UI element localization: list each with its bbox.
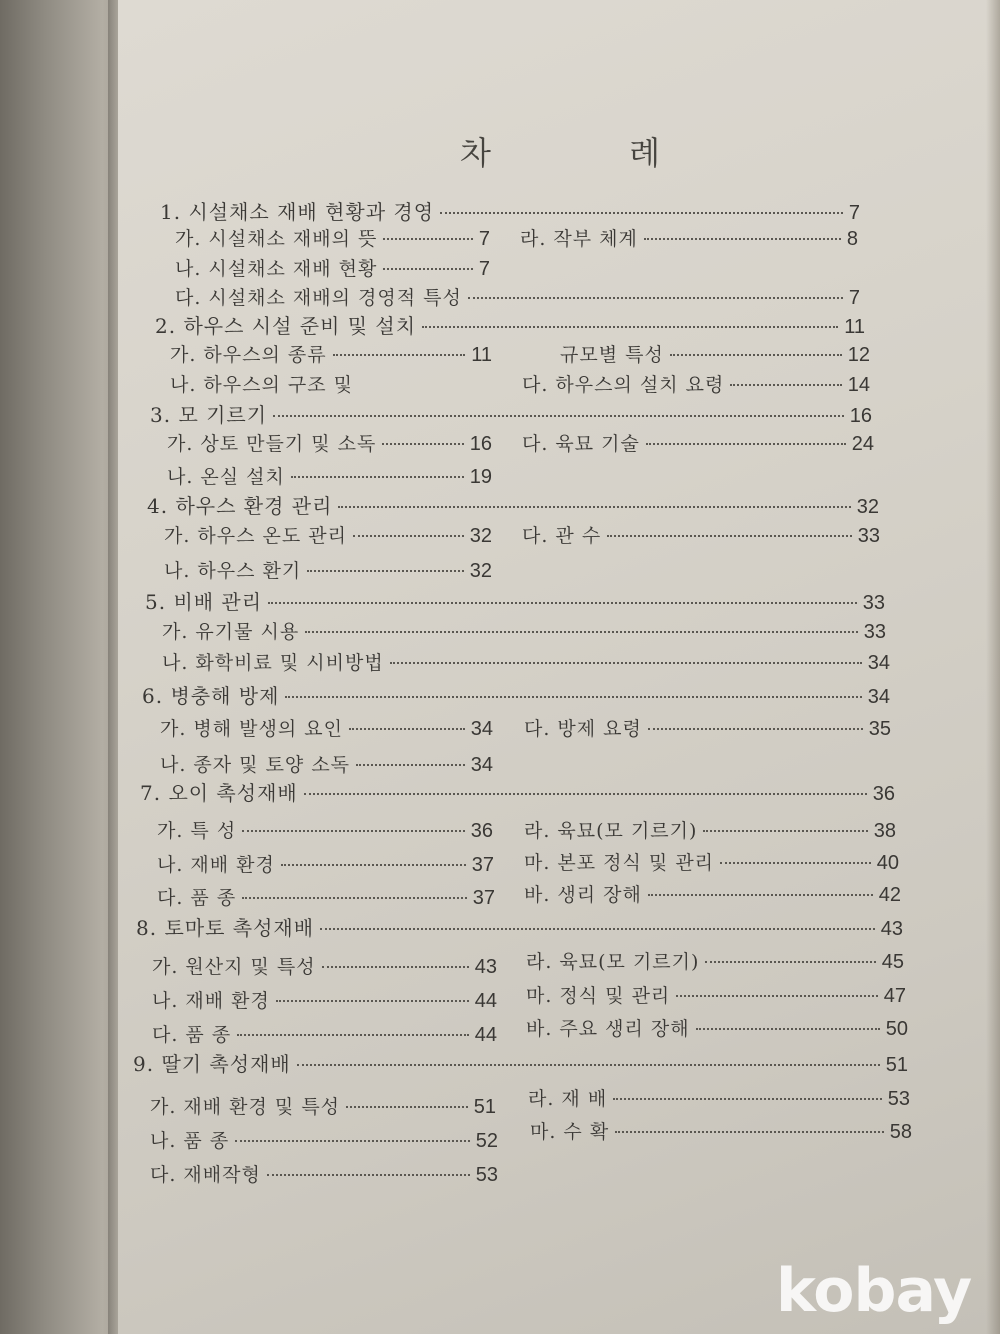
toc-entry-1b	[175, 254, 490, 281]
toc-entry-9e	[530, 1117, 912, 1144]
toc-page: 14	[847, 374, 870, 396]
toc-entry-7e	[524, 848, 899, 875]
toc-page: 34	[867, 652, 890, 674]
toc-page: 35	[868, 718, 891, 740]
toc-page: 51	[473, 1096, 496, 1118]
toc-page: 58	[889, 1121, 912, 1143]
toc-label: 다. 시설채소 재배의 경영적 특성	[175, 287, 462, 309]
toc-label: 바. 주요 생리 장해	[526, 1018, 690, 1040]
toc-label: 규모별 특성	[560, 344, 664, 366]
toc-label: 가. 특 성	[157, 820, 237, 842]
toc-label: 나. 하우스 환기	[164, 560, 302, 582]
toc-label: 라. 육묘(모 기르기)	[526, 951, 700, 973]
toc-page: 33	[857, 525, 880, 547]
toc-page: 47	[883, 985, 906, 1007]
toc-page: 7	[478, 228, 490, 250]
toc-entry-8c	[152, 1020, 497, 1047]
toc-label: 가. 재배 환경 및 특성	[150, 1096, 341, 1118]
leader-dots	[607, 535, 852, 537]
toc-label: 5. 비배 관리	[145, 590, 263, 614]
leader-dots	[720, 862, 871, 864]
toc-label: 7. 오이 촉성재배	[140, 781, 298, 805]
toc-label: 다. 재배작형	[150, 1164, 261, 1186]
toc-page: 43	[880, 918, 903, 940]
leader-dots	[615, 1131, 884, 1133]
toc-entry-2b-cont	[560, 340, 870, 367]
leader-dots	[268, 602, 857, 604]
toc-label: 라. 육묘(모 기르기)	[524, 820, 698, 842]
toc-label: 나. 시설채소 재배 현황	[175, 258, 378, 280]
toc-page: 12	[847, 344, 870, 366]
toc-page: 7	[848, 287, 860, 309]
toc-label: 다. 품 종	[152, 1024, 232, 1046]
leader-dots	[242, 830, 465, 832]
toc-entry-1d	[520, 224, 858, 251]
toc-entry-7c	[157, 883, 495, 910]
toc-entry-8a	[152, 952, 497, 979]
toc-page: 34	[470, 754, 493, 776]
leader-dots	[242, 897, 467, 899]
leader-dots	[305, 631, 858, 633]
toc-entry-7b	[157, 850, 494, 877]
toc-page: 45	[881, 951, 904, 973]
toc-page: 43	[474, 956, 497, 978]
toc-section-8	[136, 912, 903, 941]
toc-label: 다. 관 수	[522, 525, 602, 547]
toc-page: 7	[478, 258, 490, 280]
leader-dots	[276, 1000, 469, 1002]
toc-page: 32	[469, 525, 492, 547]
leader-dots	[291, 476, 464, 478]
leader-dots	[349, 728, 465, 730]
toc-label: 4. 하우스 환경 관리	[147, 494, 333, 518]
leader-dots	[267, 1174, 470, 1176]
toc-entry-7a	[157, 816, 493, 843]
toc-page: 33	[863, 621, 886, 643]
toc-page: 32	[469, 560, 492, 582]
leader-dots	[440, 212, 843, 214]
toc-label: 가. 원산지 및 특성	[152, 956, 316, 978]
leader-dots	[613, 1098, 882, 1100]
toc-page: 32	[856, 496, 879, 518]
toc-label: 라. 작부 체계	[520, 228, 638, 250]
toc-label: 가. 하우스 온도 관리	[164, 525, 347, 547]
toc-label: 가. 하우스의 종류	[170, 344, 327, 366]
toc-entry-4c	[522, 521, 880, 548]
leader-dots	[237, 1034, 469, 1036]
toc-page: 36	[872, 783, 895, 805]
leader-dots	[390, 662, 862, 664]
toc-page: 52	[475, 1130, 498, 1152]
toc-section-6	[142, 680, 890, 709]
leader-dots	[281, 864, 466, 866]
toc-entry-6c	[524, 714, 891, 741]
toc-entry-2b	[170, 370, 492, 397]
toc-page: 42	[878, 884, 901, 906]
toc-label: 나. 종자 및 토양 소독	[160, 754, 351, 776]
toc-label: 나. 하우스의 구조 및	[170, 374, 353, 396]
toc-entry-8d	[526, 947, 904, 974]
toc-page: 44	[474, 1024, 497, 1046]
toc-page: 37	[471, 854, 494, 876]
watermark-logo: kobay	[776, 1256, 972, 1326]
toc-page: 11	[844, 316, 865, 338]
toc-entry-2a	[170, 340, 492, 367]
leader-dots	[304, 793, 867, 795]
leader-dots	[468, 297, 843, 299]
toc-entry-5a	[162, 617, 886, 644]
leader-dots	[422, 326, 838, 328]
toc-page: 8	[846, 228, 858, 250]
toc-page: 16	[849, 405, 872, 427]
leader-dots	[322, 966, 469, 968]
leader-dots	[307, 570, 464, 572]
leader-dots	[648, 728, 863, 730]
toc-page: 19	[469, 466, 492, 488]
toc-label: 6. 병충해 방제	[142, 684, 280, 708]
toc-page: 50	[885, 1018, 908, 1040]
leader-dots	[382, 443, 463, 445]
toc-label: 2. 하우스 시설 준비 및 설치	[155, 314, 417, 338]
leader-dots	[383, 268, 473, 270]
toc-label: 가. 상토 만들기 및 소독	[167, 433, 377, 455]
toc-label: 나. 화학비료 및 시비방법	[162, 652, 384, 674]
toc-label: 다. 하우스의 설치 요령	[522, 374, 725, 396]
toc-entry-4b	[164, 556, 492, 583]
leader-dots	[696, 1028, 880, 1030]
leader-dots	[705, 961, 875, 963]
toc-section-7	[140, 777, 895, 806]
toc-label: 8. 토마토 촉성재배	[136, 916, 315, 940]
toc-section-3	[150, 399, 872, 428]
toc-page: 7	[848, 202, 860, 224]
toc-entry-9d	[528, 1084, 910, 1111]
page-title: 차 례	[460, 134, 724, 172]
leader-dots	[346, 1106, 468, 1108]
toc-entry-4a	[164, 521, 492, 548]
leader-dots	[703, 830, 867, 832]
toc-entry-5b	[162, 648, 890, 675]
leader-dots	[383, 238, 473, 240]
toc-entry-8b	[152, 986, 497, 1013]
toc-entry-7f	[524, 880, 901, 907]
toc-label: 마. 본포 정식 및 관리	[524, 852, 715, 874]
toc-page: 11	[471, 344, 492, 366]
leader-dots	[338, 506, 850, 508]
leader-dots	[644, 238, 841, 240]
leader-dots	[297, 1064, 880, 1066]
toc-label: 가. 시설채소 재배의 뜻	[175, 228, 378, 250]
toc-section-9	[133, 1048, 908, 1077]
toc-label: 9. 딸기 촉성재배	[133, 1052, 291, 1076]
toc-page: 53	[887, 1088, 910, 1110]
toc-label: 마. 수 확	[530, 1121, 610, 1143]
toc-label: 가. 유기물 시용	[162, 621, 300, 643]
toc-label: 나. 재배 환경	[152, 990, 270, 1012]
leader-dots	[353, 535, 464, 537]
leader-dots	[670, 354, 842, 356]
toc-entry-9a	[150, 1092, 496, 1119]
leader-dots	[676, 995, 877, 997]
toc-page: 34	[867, 686, 890, 708]
leader-dots	[235, 1140, 470, 1142]
toc-entry-1c	[175, 283, 860, 310]
toc-entry-3c	[522, 429, 874, 456]
leader-dots	[285, 696, 861, 698]
toc-entry-6b	[160, 750, 493, 777]
toc-label: 다. 육묘 기술	[522, 433, 640, 455]
toc-label: 라. 재 배	[528, 1088, 608, 1110]
toc-label: 다. 방제 요령	[524, 718, 642, 740]
toc-label: 1. 시설채소 재배 현황과 경영	[160, 200, 435, 224]
toc-entry-9b	[150, 1126, 498, 1153]
toc-page: 38	[873, 820, 896, 842]
toc-label: 나. 재배 환경	[157, 854, 275, 876]
toc-page: 34	[470, 718, 493, 740]
toc-label: 마. 정식 및 관리	[526, 985, 671, 1007]
gutter-shadow	[108, 0, 118, 1334]
leader-dots	[320, 928, 875, 930]
toc-page: 44	[474, 990, 497, 1012]
leader-dots	[356, 764, 465, 766]
toc-page: 36	[470, 820, 493, 842]
toc-label: 나. 품 종	[150, 1130, 230, 1152]
leader-dots	[648, 894, 873, 896]
toc-page: 33	[862, 592, 885, 614]
toc-entry-2c	[522, 370, 870, 397]
toc-entry-8f	[526, 1014, 908, 1041]
toc-entry-1a	[175, 224, 490, 251]
toc-page: 16	[469, 433, 492, 455]
leader-dots	[646, 443, 846, 445]
toc-page: 24	[851, 433, 874, 455]
toc-page: 40	[876, 852, 899, 874]
toc-page: 37	[472, 887, 495, 909]
toc-label: 나. 온실 설치	[167, 466, 285, 488]
toc-entry-8e	[526, 981, 906, 1008]
leader-dots	[333, 354, 466, 356]
toc-section-4	[147, 490, 879, 519]
toc-page: 51	[885, 1054, 908, 1076]
toc-entry-3b	[167, 462, 492, 489]
toc-label: 바. 생리 장해	[524, 884, 642, 906]
leader-dots	[273, 415, 844, 417]
leader-dots	[730, 384, 841, 386]
toc-label: 가. 병해 발생의 요인	[160, 718, 343, 740]
toc-section-2	[155, 310, 865, 339]
toc-section-1	[160, 196, 860, 225]
toc-label: 다. 품 종	[157, 887, 237, 909]
page-edge-shadow	[986, 0, 1000, 1334]
toc-entry-9c	[150, 1160, 498, 1187]
toc-label: 3. 모 기르기	[150, 403, 268, 427]
toc-section-5	[145, 586, 885, 615]
toc-page: 53	[475, 1164, 498, 1186]
toc-entry-6a	[160, 714, 493, 741]
toc-entry-3a	[167, 429, 492, 456]
toc-entry-7d	[524, 816, 896, 843]
